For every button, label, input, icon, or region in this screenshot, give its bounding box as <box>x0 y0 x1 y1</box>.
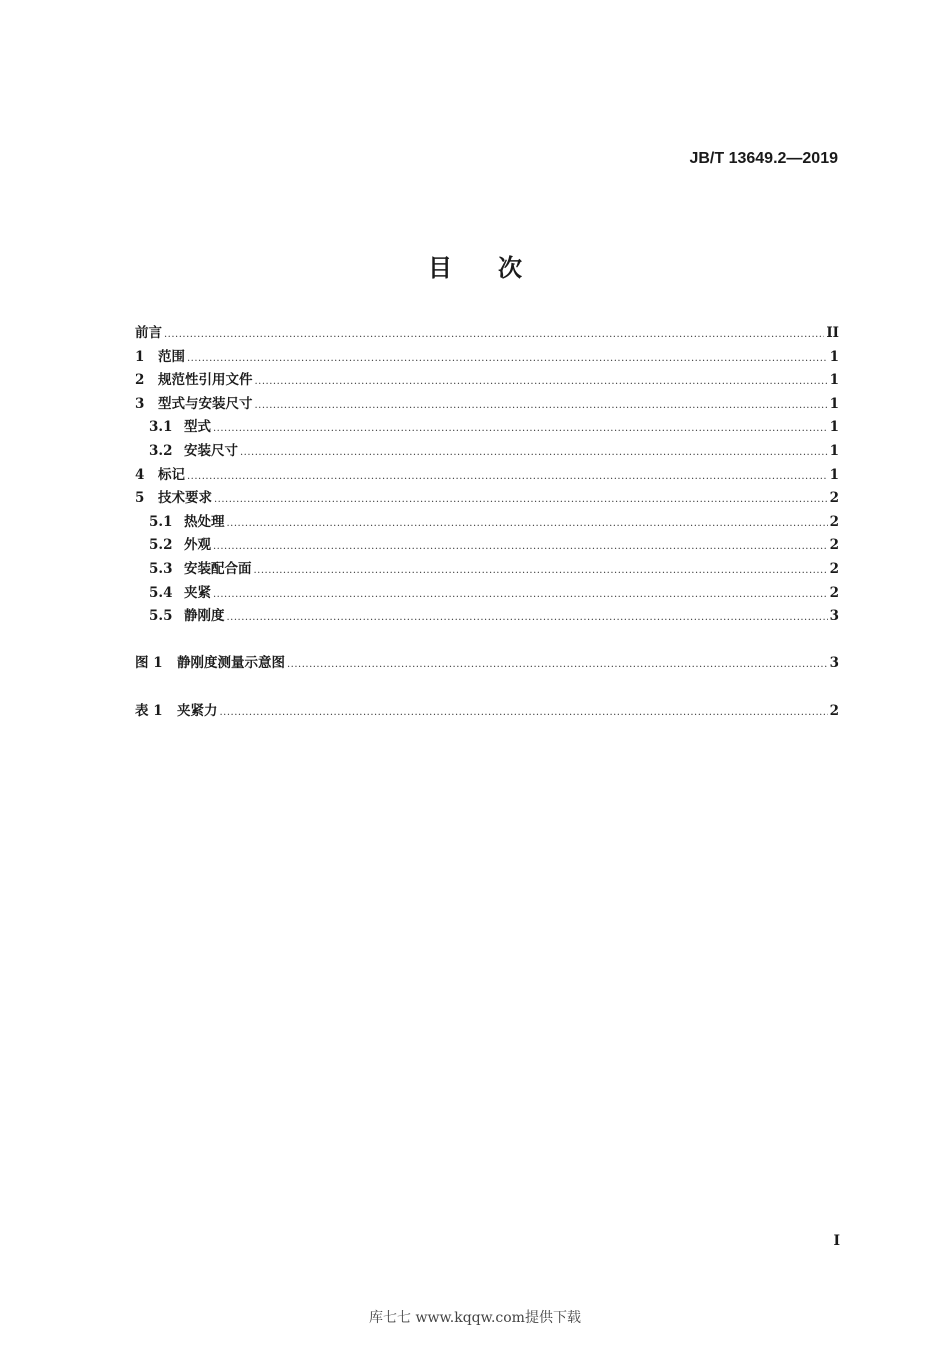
toc-entry-number: 5.3 <box>149 560 173 577</box>
toc-entry-number: 3.2 <box>149 442 173 459</box>
toc-entry-label: 规范性引用文件 <box>158 372 253 389</box>
toc-entry-label: 标记 <box>158 466 185 483</box>
toc-entry-number: 5.4 <box>149 584 173 601</box>
toc-entry-label: 静刚度测量示意图 <box>177 655 285 672</box>
toc-entry[interactable] <box>135 534 839 558</box>
toc-entry-page: 1 <box>829 466 839 483</box>
toc-entry-page: 2 <box>829 513 839 530</box>
toc-entry-page: 1 <box>829 419 839 436</box>
toc-leader-dots <box>187 346 828 371</box>
toc-leader-dots <box>227 511 828 536</box>
toc-leader-dots <box>227 605 828 630</box>
toc-entry-label: 静刚度 <box>184 608 225 625</box>
toc-leader-dots <box>164 322 824 347</box>
toc-entry[interactable] <box>135 605 839 629</box>
toc-entry-page: 1 <box>829 348 839 365</box>
toc-entry[interactable] <box>135 652 839 676</box>
toc-leader-dots <box>187 464 828 489</box>
toc-entry-label: 范围 <box>158 348 185 365</box>
toc-entry-label: 型式 <box>184 419 211 436</box>
toc-entry-number: 1 <box>135 348 145 365</box>
toc-leader-dots <box>220 700 828 725</box>
toc-entry-label: 前言 <box>135 325 162 341</box>
toc-entry[interactable] <box>135 369 839 393</box>
toc-entry-number: 4 <box>135 466 145 483</box>
toc-leader-dots <box>213 534 828 559</box>
toc-entry-page: 3 <box>829 655 839 672</box>
toc-entry[interactable] <box>135 416 839 440</box>
toc-entry[interactable] <box>135 322 839 346</box>
toc-entry-number: 5.2 <box>149 537 173 554</box>
toc-entry-page: 2 <box>829 490 839 507</box>
toc-leader-dots <box>214 487 828 512</box>
table-of-contents <box>135 322 839 723</box>
toc-entry-page: II <box>826 325 839 341</box>
toc-entry[interactable] <box>135 511 839 535</box>
toc-entry-number: 表 1 <box>135 702 163 719</box>
toc-leader-dots <box>255 393 828 418</box>
toc-entry-page: 2 <box>829 584 839 601</box>
toc-entry-label: 型式与安装尺寸 <box>158 395 253 412</box>
toc-entry[interactable] <box>135 558 839 582</box>
toc-entry-page: 3 <box>829 608 839 625</box>
toc-entry-label: 夹紧 <box>184 584 211 601</box>
toc-entry-page: 1 <box>829 395 839 412</box>
toc-entry[interactable] <box>135 487 839 511</box>
toc-entry-label: 技术要求 <box>158 490 212 507</box>
toc-entry[interactable] <box>135 393 839 417</box>
toc-entry[interactable] <box>135 346 839 370</box>
toc-entry-number: 5 <box>135 490 145 507</box>
toc-leader-dots <box>213 416 828 441</box>
standard-code: JB/T 13649.2—2019 <box>689 150 838 167</box>
toc-leader-dots <box>255 369 828 394</box>
toc-entry-number: 图 1 <box>135 655 163 672</box>
toc-entry-number: 2 <box>135 372 145 389</box>
toc-entry-page: 2 <box>829 560 839 577</box>
toc-entry[interactable] <box>135 464 839 488</box>
toc-entry-page: 1 <box>829 372 839 389</box>
toc-entry-number: 5.1 <box>149 513 173 530</box>
toc-leader-dots <box>254 558 828 583</box>
toc-entry-page: 2 <box>829 537 839 554</box>
toc-entry[interactable] <box>135 582 839 606</box>
toc-entry-label: 安装尺寸 <box>184 442 238 459</box>
toc-title: 目次 <box>428 254 568 282</box>
toc-leader-dots <box>287 652 828 677</box>
toc-entry-label: 外观 <box>184 537 211 554</box>
page-number: I <box>833 1233 840 1249</box>
toc-entry-label: 安装配合面 <box>184 560 252 577</box>
toc-entry-number: 3 <box>135 395 145 412</box>
toc-entry-number: 5.5 <box>149 608 173 625</box>
toc-leader-dots <box>213 582 828 607</box>
toc-entry-number: 3.1 <box>149 419 173 436</box>
toc-entry-label: 热处理 <box>184 513 225 530</box>
download-footer: 库七七 www.kqqw.com提供下载 <box>369 1310 581 1326</box>
toc-entry[interactable] <box>135 700 839 724</box>
toc-entry-label: 夹紧力 <box>177 702 218 719</box>
toc-entry[interactable] <box>135 440 839 464</box>
toc-leader-dots <box>240 440 828 465</box>
toc-entry-page: 1 <box>829 442 839 459</box>
toc-entry-page: 2 <box>829 702 839 719</box>
